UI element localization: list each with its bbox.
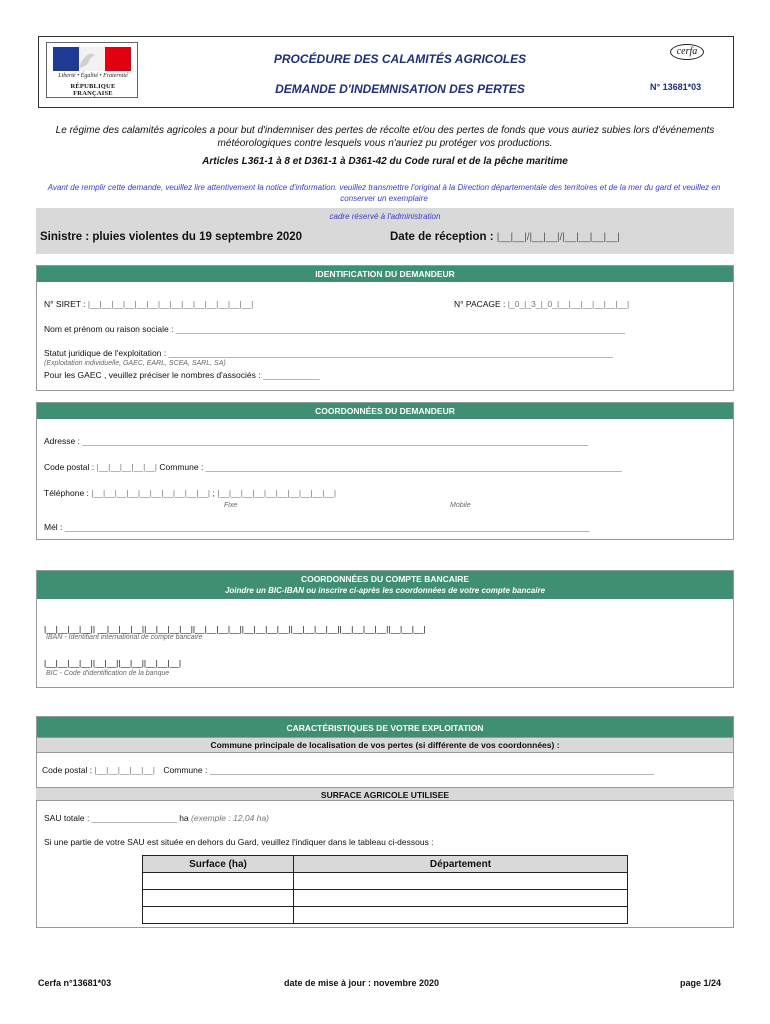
sau-unit: ha <box>179 813 189 823</box>
departement-header: Département <box>294 856 628 873</box>
mobile-caption: Mobile <box>450 502 471 509</box>
sau-row <box>44 813 269 823</box>
sau-field[interactable]: __________________ <box>91 813 177 823</box>
table-row <box>143 890 628 907</box>
telephone-fixe-field[interactable]: |__|__|__|__|__|__|__|__|__|__| <box>91 488 211 498</box>
reception-date-field[interactable]: |__|__|/|__|__|/|__|__|__|__| <box>496 232 620 243</box>
gaec-label: Pour les GAEC , veuillez préciser le nombres d'associés : <box>44 370 261 380</box>
siret-row <box>44 299 253 309</box>
telephone-row <box>44 488 336 498</box>
gaec-field[interactable]: ____________ <box>262 370 320 380</box>
nom-row <box>44 324 625 334</box>
statut-hint: (Exploitation individuelle, GAEC, EARL, SCEA, SARL, SA) <box>44 360 226 367</box>
admin-note: cadre réservé à l'administration <box>329 212 441 221</box>
mel-label: Mél : <box>44 522 63 532</box>
table-row <box>143 907 628 924</box>
iban-hint: IBAN - Identifiant international de compte bancaire <box>46 634 203 641</box>
commune-principale-band: Commune principale de localisation de vos pertes (si différente de vos coordonnées) : <box>37 737 733 753</box>
exploit-commune-label: Commune : <box>163 765 208 775</box>
iban-field[interactable]: |__|__|__|__|| __|__|__|__||__|__|__|__||__|__|__|__||__|__|__|__||__|__|__|__||__|__|__|__||__|__|__| <box>44 624 426 634</box>
banque-subtitle: Joindre un BIC-IBAN ou inscrire ci-après les coordonnées de votre compte bancaire <box>37 585 733 599</box>
cerfa-logo: cerfa <box>670 44 704 60</box>
gaec-row <box>44 370 320 380</box>
departement-cell[interactable] <box>294 907 628 924</box>
exploit-commune-field[interactable]: ______________________________________________________________________________________________ <box>209 765 655 775</box>
notice-text: Avant de remplir cette demande, veuillez lire attentivement la notice d'information. veuillez transmettre l'original à la Direction départementale des territoires et de la mer du gard et veuillez en conserver un exemplaire <box>47 183 721 203</box>
adresse-field[interactable]: ___________________________________________________________________________________________________________ <box>82 436 589 446</box>
telephone-separator: ; <box>212 488 215 498</box>
table-header-row <box>143 856 628 873</box>
header-frame <box>38 36 734 108</box>
exploit-cp-field[interactable]: |__|__|__|__|__| <box>94 765 155 775</box>
exploit-cp-row <box>42 765 654 775</box>
pacage-field[interactable]: |_0_|_3_|_0_|__|__|__|__|__|__| <box>507 299 630 309</box>
sau-label: SAU totale : <box>44 813 90 823</box>
pacage-label: N° PACAGE : <box>454 299 506 309</box>
marianne-icon <box>75 51 97 69</box>
exploit-cp-label: Code postal : <box>42 765 93 775</box>
reception-label: Date de réception : <box>390 231 494 243</box>
coordonnees-title: COORDONNÉES DU DEMANDEUR <box>37 403 733 419</box>
telephone-label: Téléphone : <box>44 488 89 498</box>
fixe-caption: Fixe <box>224 502 238 509</box>
sau-band: SURFACE AGRICOLE UTILISEE <box>36 787 734 801</box>
statut-row <box>44 348 613 358</box>
surface-header: Surface (ha) <box>143 856 294 873</box>
cp-commune-row <box>44 462 622 472</box>
siret-label: N° SIRET : <box>44 299 86 309</box>
siret-field[interactable]: |__|__|__|__|__|__|__|__|__|__|__|__|__|__| <box>87 299 254 309</box>
logo-republic: RÉPUBLIQUE FRANÇAISE <box>70 83 116 97</box>
telephone-mobile-field[interactable]: |__|__|__|__|__|__|__|__|__|__| <box>217 488 337 498</box>
surface-cell[interactable] <box>143 907 294 924</box>
cp-label: Code postal : <box>44 462 95 472</box>
surface-cell[interactable] <box>143 890 294 907</box>
commune-field[interactable]: ________________________________________________________________________________________ <box>205 462 622 472</box>
intro-text: Le régime des calamités agricoles a pour but d'indemniser des pertes de récolte et/ou des pertes de fonds que vous auriez subies lors d'événements météorologiques contre lesquels vous n'auriez pu protéger vos productions. <box>55 125 715 149</box>
statut-field[interactable]: ______________________________________________________________________________________________ <box>168 348 613 358</box>
bic-field[interactable]: |__|__|__|__||__|__||__|__||__|__|__| <box>44 658 182 668</box>
nom-field[interactable]: _______________________________________________________________________________________________ <box>175 324 625 334</box>
footer-date: date de mise à jour : novembre 2020 <box>284 978 440 988</box>
identification-title: IDENTIFICATION DU DEMANDEUR <box>37 266 733 282</box>
sau-example: (exemple : 12,04 ha) <box>191 813 270 823</box>
adresse-row <box>44 436 588 446</box>
nom-label: Nom et prénom ou raison sociale : <box>44 324 174 334</box>
page-title: PROCÉDURE DES CALAMITÉS AGRICOLES <box>273 52 527 66</box>
cp-field[interactable]: |__|__|__|__|__| <box>96 462 157 472</box>
hors-gard-text: Si une partie de votre SAU est située en dehors du Gard, veuillez l'indiquer dans le tableau ci-dessous : <box>44 837 434 847</box>
departement-cell[interactable] <box>294 873 628 890</box>
table-row <box>143 873 628 890</box>
legal-articles: Articles L361-1 à 8 et D361-1 à D361-42 du Code rural et de la pêche maritime <box>202 156 568 167</box>
cerfa-number: N° 13681*03 <box>650 82 702 92</box>
adresse-label: Adresse : <box>44 436 80 446</box>
sinistre-label: Sinistre : pluies violentes du 19 septembre 2020 <box>40 231 303 243</box>
statut-label: Statut juridique de l'exploitation : <box>44 348 167 358</box>
pacage-row <box>454 299 629 309</box>
republique-francaise-logo <box>46 42 138 98</box>
page-subtitle: DEMANDE D'INDEMNISATION DES PERTES <box>275 82 525 96</box>
logo-motto: Liberté • Égalité • Fraternité <box>58 73 128 79</box>
bic-hint: BIC - Code d'identification de la banque <box>46 670 170 677</box>
banque-title: COORDONNÉES DU COMPTE BANCAIRE <box>37 571 733 585</box>
footer-cerfa: Cerfa n°13681*03 <box>38 978 112 988</box>
footer-page: page 1/24 <box>680 978 722 988</box>
surface-cell[interactable] <box>143 873 294 890</box>
mel-field[interactable]: _______________________________________________________________________________________________________________ <box>64 522 590 532</box>
mel-row <box>44 522 590 532</box>
departement-cell[interactable] <box>294 890 628 907</box>
surface-departement-table <box>142 855 628 924</box>
commune-label: Commune : <box>159 462 204 472</box>
reception-date <box>390 231 620 243</box>
exploitation-title: CARACTÉRISTIQUES DE VOTRE EXPLOITATION <box>37 717 733 737</box>
